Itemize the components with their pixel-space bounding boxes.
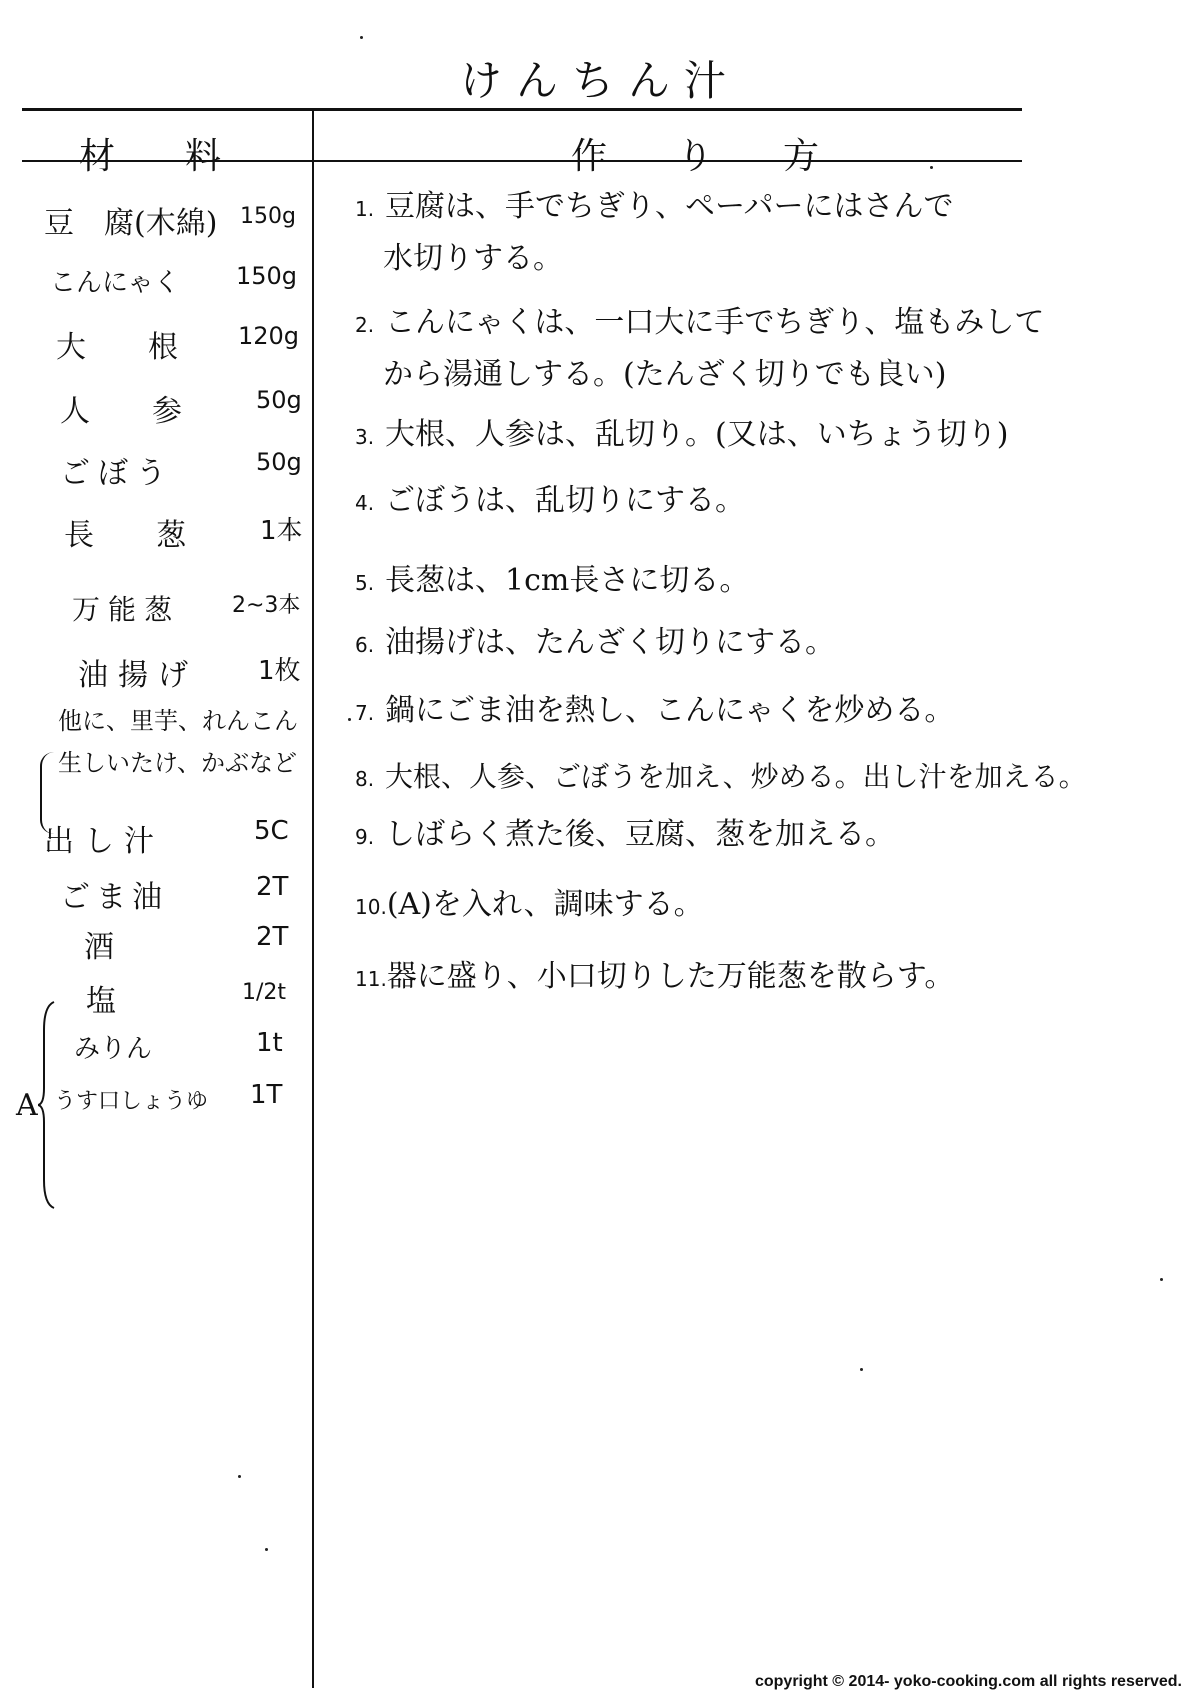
step-text: (A)を入れ、調味する。 bbox=[386, 887, 704, 922]
ingredient-amount: 1本 bbox=[260, 516, 303, 546]
step-text: 鍋にごま油を熱し、こんにゃくを炒める。 bbox=[385, 693, 955, 728]
ingredient-name: 大 根 bbox=[56, 330, 194, 365]
step bbox=[355, 476, 1185, 528]
seasoning-name: ごま油 bbox=[60, 880, 168, 915]
step-number: 6. bbox=[355, 633, 375, 657]
step-text: 水切りする。 bbox=[383, 241, 563, 276]
seasoning-amount: 1/2t bbox=[242, 980, 287, 1005]
scan-speck bbox=[348, 718, 351, 721]
step bbox=[355, 752, 1185, 804]
ingredient-amount: 50g bbox=[256, 386, 302, 414]
step-number: 2. bbox=[355, 313, 375, 337]
step bbox=[355, 880, 1185, 932]
seasoning-amount: 1t bbox=[256, 1028, 283, 1058]
ingredient-name: 人 参 bbox=[60, 394, 198, 429]
step-number: 7. bbox=[355, 701, 375, 725]
ingredient-name: 長 葱 bbox=[64, 518, 202, 553]
step bbox=[355, 810, 1185, 862]
scan-speck bbox=[1160, 1278, 1163, 1281]
ingredient-name: 豆 腐(木綿) bbox=[44, 206, 218, 241]
ingredient-amount: 150g bbox=[236, 262, 298, 290]
group-label: A bbox=[16, 1088, 38, 1123]
step bbox=[355, 952, 1185, 1004]
step bbox=[355, 182, 1185, 284]
copyright-notice: copyright © 2014- yoko-cooking.com all rights reserved. bbox=[754, 1673, 1182, 1690]
method-heading: 作り方 bbox=[570, 136, 889, 177]
scan-speck bbox=[238, 1475, 241, 1478]
step-number: 1. bbox=[355, 197, 375, 221]
step-text: ごぼうは、乱切りにする。 bbox=[385, 483, 745, 518]
seasoning-amount: 1T bbox=[250, 1080, 283, 1110]
seasoning-name: うす口しょうゆ bbox=[54, 1089, 209, 1114]
ingredient-amount: 1枚 bbox=[258, 656, 301, 686]
seasoning-amount: 5C bbox=[254, 816, 289, 846]
ingredient-name: 万能葱 bbox=[72, 593, 181, 626]
seasoning-amount: 2T bbox=[256, 872, 289, 902]
seasoning-name: 出し汁 bbox=[44, 824, 164, 859]
scan-speck bbox=[265, 1548, 268, 1551]
step bbox=[355, 618, 1185, 670]
seasoning-name: 酒 bbox=[84, 930, 114, 965]
ingredients-heading: 材料 bbox=[78, 136, 291, 177]
scan-speck bbox=[930, 166, 933, 169]
step-text: 大根、人参、ごぼうを加え、炒める。出し汁を加える。 bbox=[385, 760, 1087, 793]
step bbox=[355, 298, 1185, 400]
step-text: こんにゃくは、一口大に手でちぎり、塩もみして bbox=[385, 305, 1045, 340]
step-text: 器に盛り、小口切りした万能葱を散らす。 bbox=[386, 959, 955, 994]
step bbox=[355, 410, 1185, 462]
step-text: 大根、人参は、乱切り。(又は、いちょう切り) bbox=[385, 417, 1009, 452]
step bbox=[355, 556, 1185, 608]
step-number: 11. bbox=[355, 967, 387, 991]
step-number: 3. bbox=[355, 425, 375, 449]
step-text: 長葱は、1cm長さに切る。 bbox=[385, 563, 750, 598]
seasoning-name: 塩 bbox=[86, 984, 116, 1019]
step-number: 9. bbox=[355, 825, 375, 849]
step-text: 豆腐は、手でちぎり、ペーパーにはさんで bbox=[385, 189, 954, 224]
step-text: から湯通しする。(たんざく切りでも良い) bbox=[383, 357, 947, 392]
ingredient-name: 油揚げ bbox=[78, 658, 198, 693]
recipe-title: けんちん汁 bbox=[459, 56, 740, 105]
step-text: 油揚げは、たんざく切りにする。 bbox=[385, 625, 835, 660]
step-number: 5. bbox=[355, 571, 375, 595]
scan-speck bbox=[860, 1368, 863, 1371]
step bbox=[355, 686, 1185, 738]
group-brace bbox=[38, 1000, 56, 1210]
step-number: 8. bbox=[355, 767, 375, 791]
ingredient-amount: 120g bbox=[238, 322, 300, 350]
step-number: 4. bbox=[355, 491, 375, 515]
note-line: 他に、里芋、れんこん bbox=[58, 707, 298, 735]
seasoning-amount: 2T bbox=[256, 922, 289, 952]
ingredients-column bbox=[0, 0, 335, 1697]
step-text: しばらく煮た後、豆腐、葱を加える。 bbox=[385, 817, 895, 852]
ingredient-name: こんにゃく bbox=[50, 268, 180, 298]
ingredient-amount: 2~3本 bbox=[232, 593, 301, 618]
seasoning-name: みりん bbox=[74, 1034, 153, 1064]
ingredient-name: ごぼう bbox=[60, 456, 174, 491]
note-line: 生しいたけ、かぶなど bbox=[58, 749, 298, 777]
scan-speck bbox=[360, 36, 363, 39]
ingredient-amount: 50g bbox=[256, 448, 302, 476]
ingredient-amount: 150g bbox=[240, 204, 296, 229]
step-number: 10. bbox=[355, 895, 387, 919]
